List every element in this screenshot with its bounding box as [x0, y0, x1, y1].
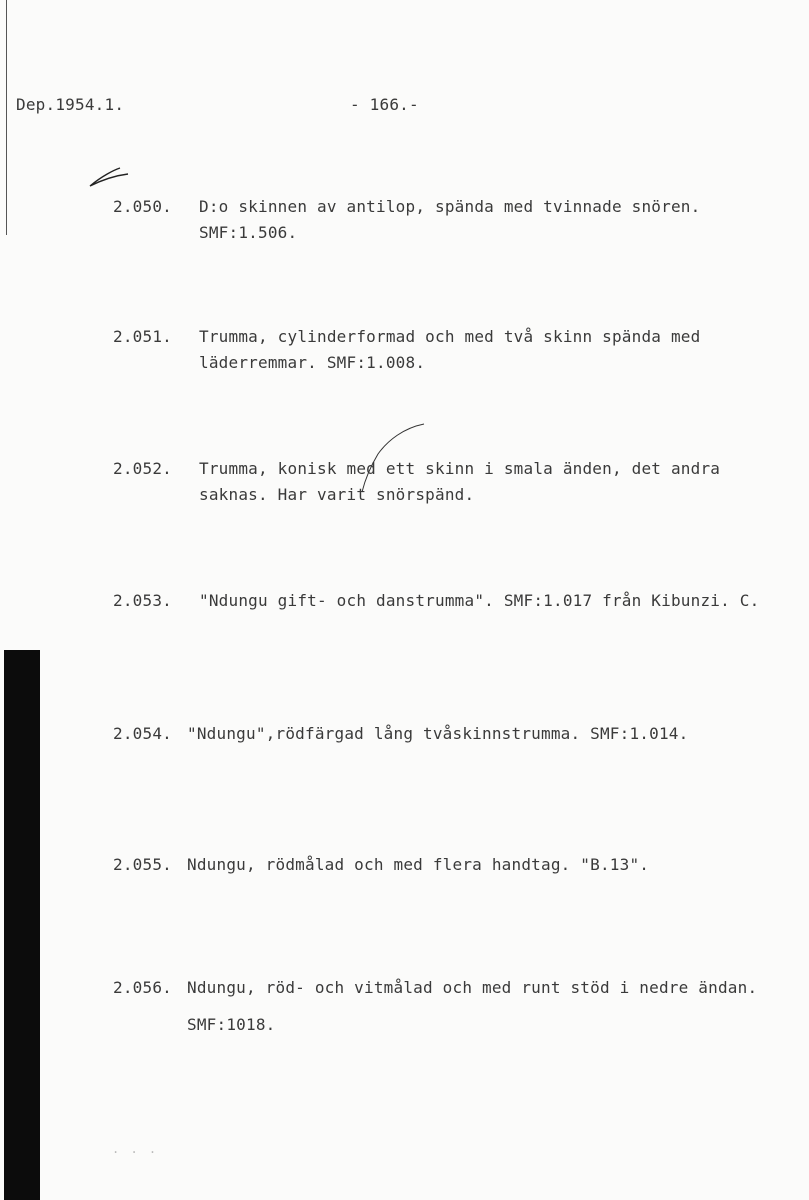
entry-text: SMF:1.506. [199, 223, 298, 242]
pen-stroke-mark [360, 420, 430, 500]
entry-number: 2.052. [113, 459, 172, 478]
deposit-reference: Dep.1954.1. [16, 95, 125, 114]
entry-text: Trumma, cylinderformad och med två skinn spända med [199, 327, 701, 346]
pen-check-mark [84, 160, 134, 190]
entry-number: 2.056. [113, 978, 172, 997]
entry-number: 2.053. [113, 591, 172, 610]
margin-rule [6, 0, 7, 235]
entry-text: Trumma, konisk med ett skinn i smala änden, det andra [199, 459, 721, 478]
entry-number: 2.055. [113, 855, 172, 874]
scan-edge-shadow [4, 650, 40, 1200]
entry-text: "Ndungu",rödfärgad lång tvåskinnstrumma. SMF:1.014. [187, 724, 689, 743]
page-number: - 166.- [350, 95, 419, 114]
entry-number: 2.050. [113, 197, 172, 216]
entry-text: SMF:1018. [187, 1015, 276, 1034]
entry-text: Ndungu, röd- och vitmålad och med runt stöd i nedre ändan. [187, 978, 758, 997]
entry-number: 2.051. [113, 327, 172, 346]
entry-text: saknas. Har varit snörspänd. [199, 485, 475, 504]
faint-smudge: . . . [112, 1142, 159, 1156]
entry-number: 2.054. [113, 724, 172, 743]
entry-text: läderremmar. SMF:1.008. [199, 353, 426, 372]
entry-text: Ndungu, rödmålad och med flera handtag. "B.13". [187, 855, 650, 874]
entry-text: "Ndungu gift- och danstrumma". SMF:1.017 från Kibunzi. C. [199, 591, 760, 610]
entry-text: D:o skinnen av antilop, spända med tvinnade snören. [199, 197, 701, 216]
